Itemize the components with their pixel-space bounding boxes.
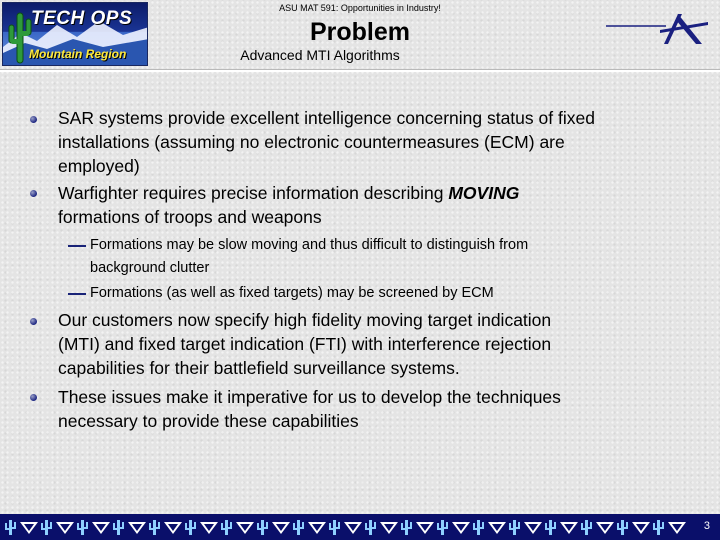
bullet-item <box>58 106 698 178</box>
bullet-text: Warfighter requires precise information describing <box>58 183 449 203</box>
bullet-line: formations of troops and weapons <box>58 207 322 227</box>
bullet-item <box>58 181 698 229</box>
footer-cactus-icon <box>653 520 664 535</box>
footer-cactus-icon <box>329 520 340 535</box>
footer-cactus-icon <box>149 520 160 535</box>
bullet-line: These issues make it imperative for us to develop the techniques <box>58 387 561 407</box>
slide-title: Problem <box>309 18 411 46</box>
bullet-line: employed) <box>58 156 140 176</box>
course-name: ASU MAT 591: Opportunities in Industry! <box>279 3 441 13</box>
footer-cactus-icon <box>437 520 448 535</box>
header-divider <box>0 69 720 72</box>
footer-bar <box>0 514 720 540</box>
subbullet-line: background clutter <box>90 260 210 276</box>
footer-cactus-icon <box>617 520 628 535</box>
footer-wedge-icon <box>308 522 326 534</box>
footer-wedge-icon <box>488 522 506 534</box>
footer-wedge-icon <box>380 522 398 534</box>
footer-wedge-icon <box>92 522 110 534</box>
footer-wedge-icon <box>416 522 434 534</box>
bullet-item <box>58 308 698 380</box>
page-number: 3 <box>703 520 710 532</box>
footer-cactus-icon <box>365 520 376 535</box>
footer-wedge-icon <box>272 522 290 534</box>
bullet-line: (MTI) and fixed target indication (FTI) with interference rejection <box>58 334 552 354</box>
footer-cactus-icon <box>509 520 520 535</box>
logo-title: TECH OPS <box>31 8 133 29</box>
footer-wedge-icon <box>452 522 470 534</box>
subbullet-item <box>90 234 670 280</box>
subbullet-line: Formations may be slow moving and thus difficult to distinguish from <box>90 237 529 253</box>
subbullet-item <box>90 282 670 305</box>
bullet-icon <box>30 394 37 401</box>
emphasis-text: MOVING <box>448 183 520 203</box>
subbullet-line: Formations (as well as fixed targets) may be screened by ECM <box>90 285 494 301</box>
footer-wedge-icon <box>56 522 74 534</box>
footer-wedge-icon <box>236 522 254 534</box>
footer-wedge-icon <box>200 522 218 534</box>
footer-wedge-icon <box>524 522 542 534</box>
footer-wedge-icon <box>164 522 182 534</box>
dash-icon <box>68 293 86 295</box>
footer-cactus-icon <box>113 520 124 535</box>
logo-subtitle: Mountain Region <box>29 47 127 61</box>
slide-header <box>0 0 720 72</box>
footer-wedge-icon <box>668 522 686 534</box>
footer-cactus-icon <box>545 520 556 535</box>
footer-cactus-icon <box>293 520 304 535</box>
cactus-pattern-icon <box>0 514 690 540</box>
bullet-line: necessary to provide these capabilities <box>58 411 359 431</box>
footer-wedge-icon <box>632 522 650 534</box>
tech-ops-logo <box>2 2 148 66</box>
footer-wedge-icon <box>596 522 614 534</box>
bullet-icon <box>30 190 37 197</box>
footer-cactus-icon <box>221 520 232 535</box>
bullet-line: capabilities for their battlefield surveillance systems. <box>58 358 460 378</box>
footer-wedge-icon <box>560 522 578 534</box>
footer-cactus-icon <box>581 520 592 535</box>
bullet-line: SAR systems provide excellent intelligence concerning status of fixed <box>58 108 595 128</box>
footer-wedge-icon <box>20 522 38 534</box>
bullet-icon <box>30 116 37 123</box>
bullet-line: installations (assuming no electronic countermeasures (ECM) are <box>58 132 565 152</box>
footer-cactus-icon <box>401 520 412 535</box>
bullet-line: Our customers now specify high fidelity moving target indication <box>58 310 552 330</box>
bullet-icon <box>30 318 37 325</box>
footer-cactus-icon <box>77 520 88 535</box>
star-logo-icon <box>604 4 714 48</box>
footer-wedge-icon <box>344 522 362 534</box>
footer-cactus-icon <box>5 520 16 535</box>
footer-wedge-icon <box>128 522 146 534</box>
dash-icon <box>68 245 86 247</box>
bullet-item <box>58 385 698 433</box>
footer-cactus-icon <box>257 520 268 535</box>
footer-cactus-icon <box>185 520 196 535</box>
bullet-line <box>58 181 698 205</box>
footer-cactus-icon <box>41 520 52 535</box>
footer-cactus-icon <box>473 520 484 535</box>
slide-subtitle: Advanced MTI Algorithms <box>240 47 400 63</box>
